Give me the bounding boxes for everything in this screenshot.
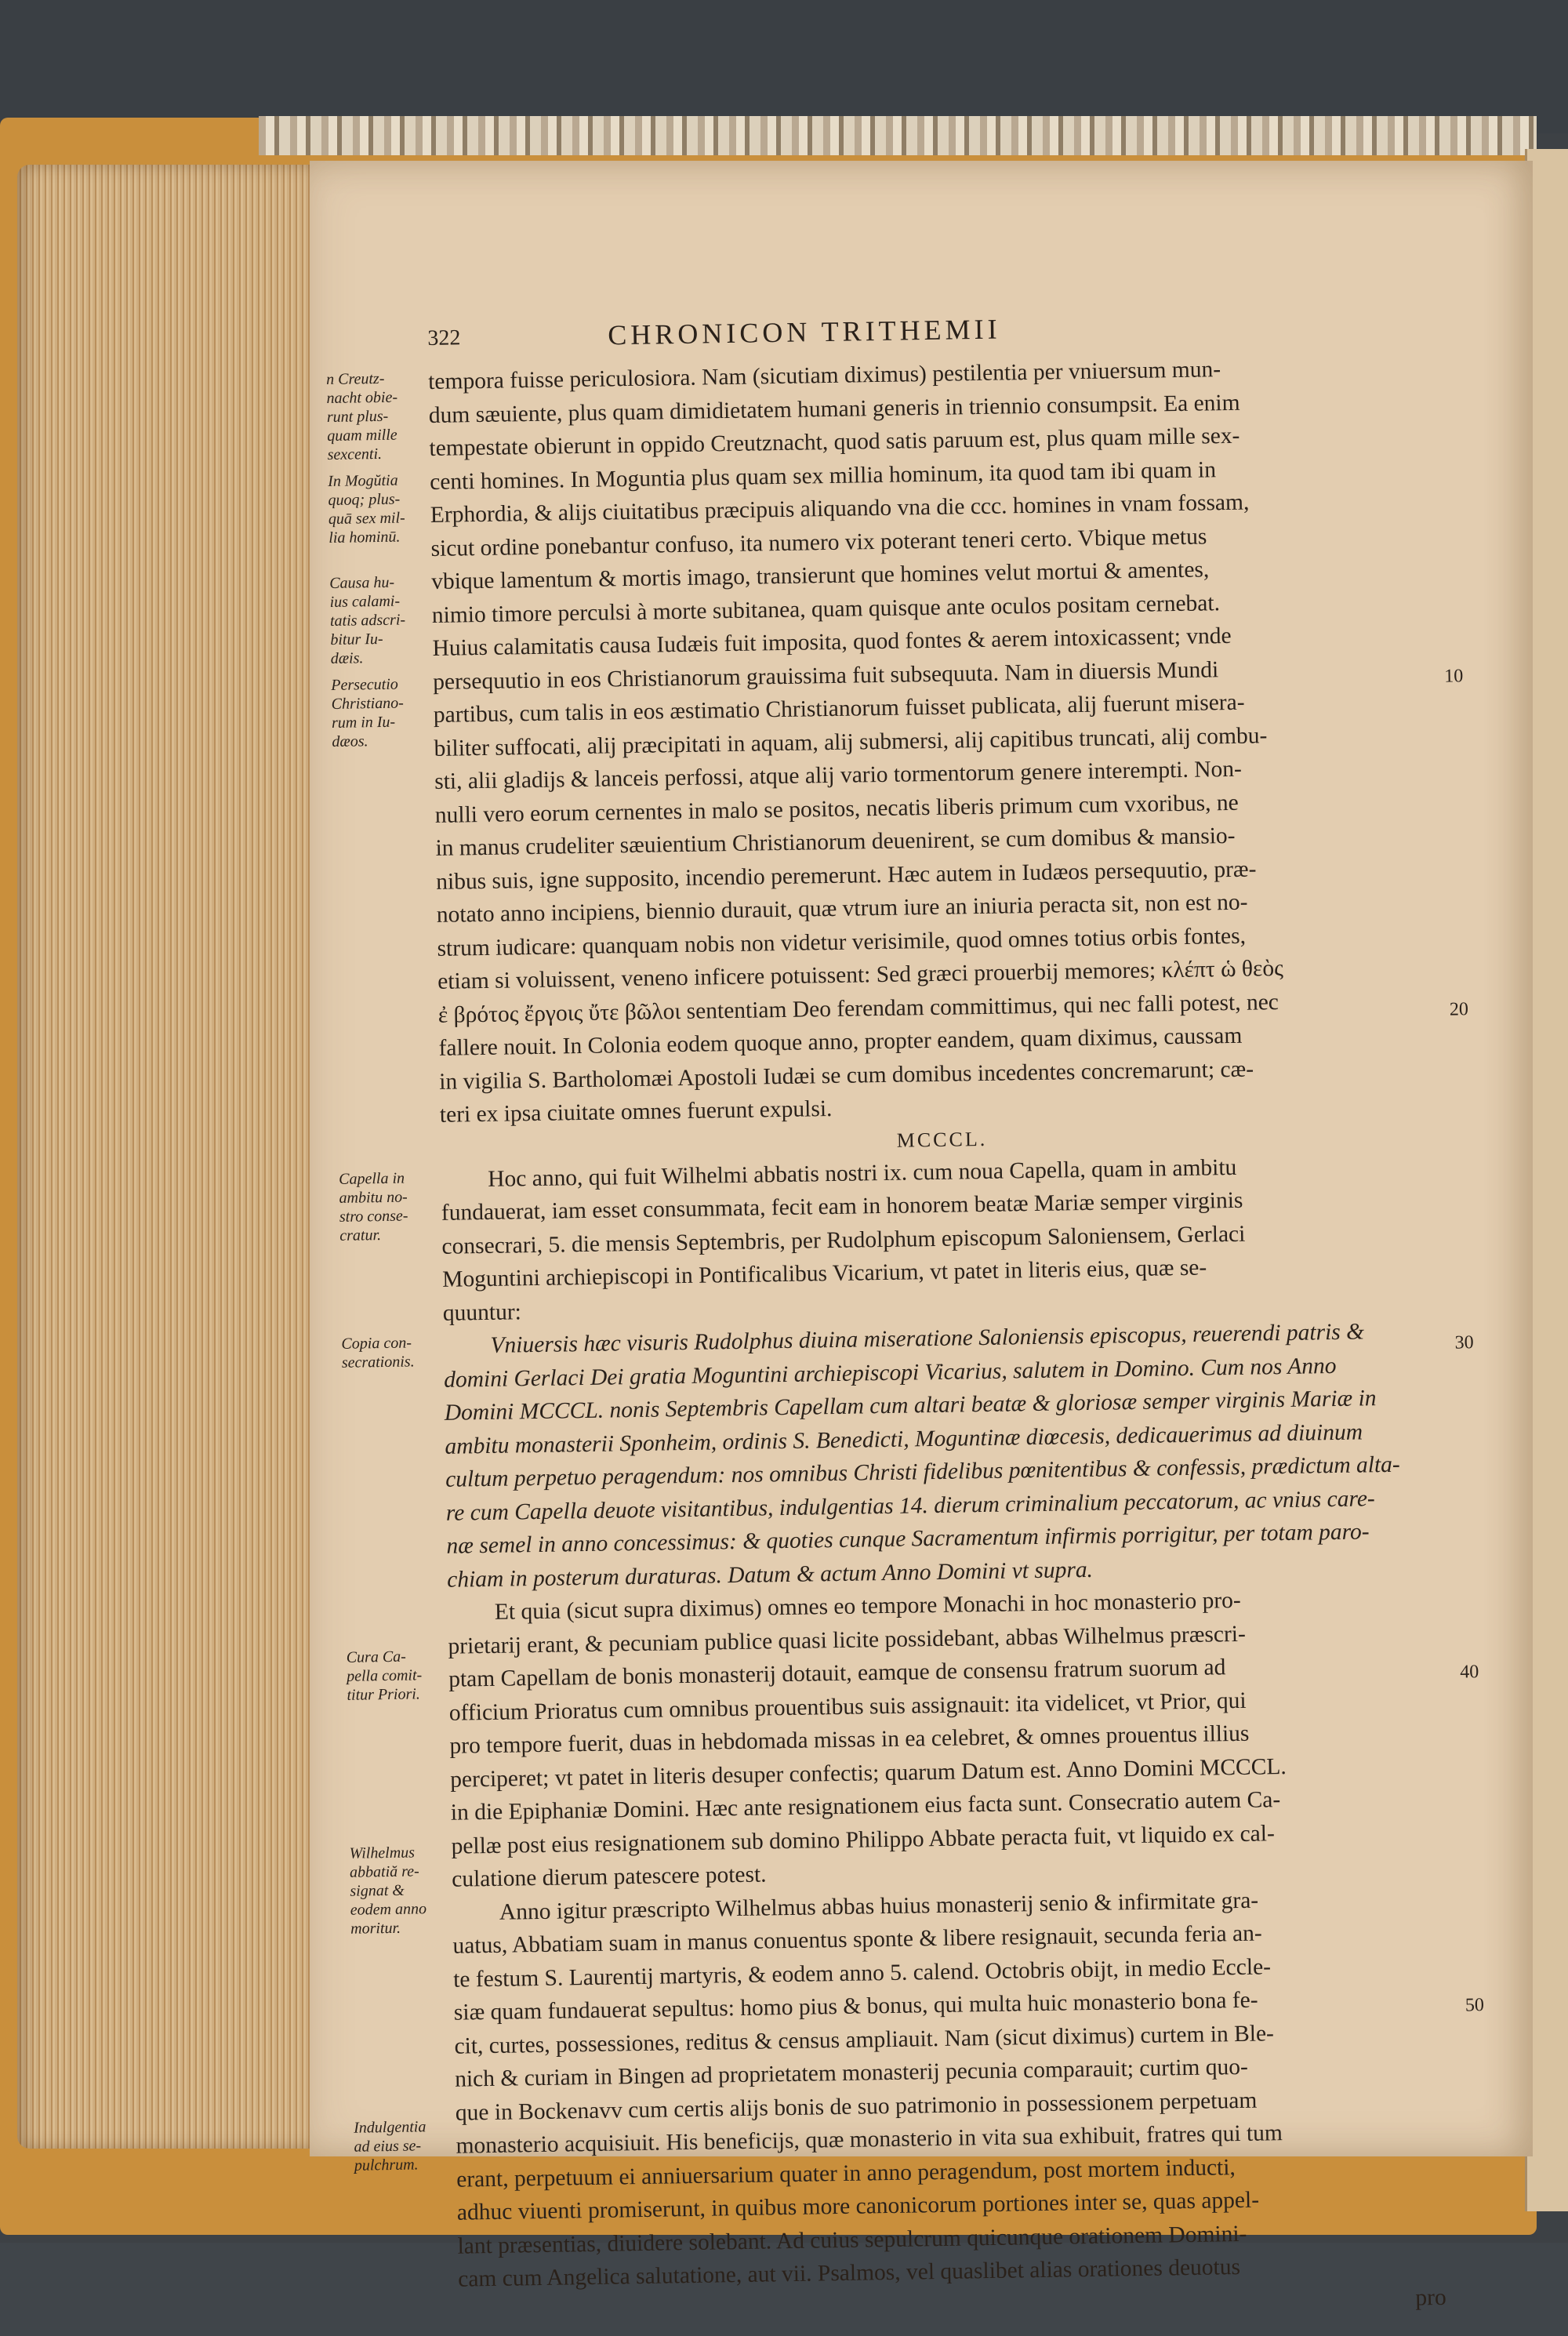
text-line: cultum perpetuo peragendum: nos omnibus Christi fidelibus pœnitentibus & confessis, prædictum alta-	[445, 1451, 1400, 1492]
book-page	[310, 161, 1533, 2311]
text-line: in vigilia S. Bartholomæi Apostoli Iudæi se cum domibus incedentes concremarunt; cæ-	[438, 1056, 1254, 1095]
text-line: Anno igitur præscripto Wilhelmus abbas huius monasterij senio & infirmitate gra-	[499, 1887, 1259, 1925]
text-line: Hoc anno, qui fuit Wilhelmi abbatis nostri ix. cum noua Capella, quam in ambitu	[487, 1154, 1237, 1192]
text-line: officium Prioratus cum omnibus prouentibus suis assignauit: ita videlicet, vt Prior, qui	[448, 1688, 1247, 1726]
text-line: teri ex ipsa ciuitate omnes fuerunt expulsi.	[439, 1096, 833, 1128]
text-line: Et quia (sicut supra diximus) omnes eo tempore Monachi in hoc monasterio pro-	[494, 1587, 1241, 1625]
text-line: que in Bockenavv cum certis alijs bonis de suo patrimonio in possessionem perpetuam	[455, 2087, 1258, 2126]
text-line: Vniuersis hæc visuris Rudolphus diuina miseratione Saloniensis episcopus, reuerendi patris &	[490, 1319, 1365, 1358]
text-line: erant, perpetuum ei anniuersarium quater in anno peragendum, post mortem inducti,	[456, 2154, 1236, 2192]
line-numbers	[1439, 305, 1486, 2016]
marginal-notes	[325, 322, 427, 2174]
marbled-endpaper	[259, 116, 1537, 155]
line-number: 10	[1444, 666, 1464, 687]
text-line: persequutio in eos Christianorum grauissima fuit subsequuta. Nam in diuersis Mundi	[432, 656, 1219, 695]
text-line: vbique lamentum & mortis imago, transierunt que homines velut mortui & amentes,	[430, 557, 1210, 594]
marginal-note: Capella in ambitu no- stro conse- cratur.	[338, 1169, 408, 1244]
text-line: fallere nouit. In Colonia eodem quoque anno, propter eandem, quam diximus, caussam	[438, 1023, 1243, 1061]
page-number: 322	[427, 325, 461, 351]
marginal-note: n Creutz- nacht obie- runt plus- quam mille sexcenti.	[325, 369, 398, 464]
text-line: ambitu monasterii Sponheim, ordinis S. Benedicti, Moguntinæ diœcesis, dedicauerimus ad diuinum	[445, 1419, 1363, 1459]
text-line: monasterio acquisiuit. His beneficijs, quæ monasterio in vita sua exhibuit, fratres qui tum	[456, 2120, 1283, 2159]
paragraph-consecration-letter	[443, 1314, 1450, 1597]
line-number: 40	[1460, 1662, 1479, 1683]
text-line: tempestate obierunt in oppido Creutznacht, quod satis paruum est, plus quam mille sex-	[429, 423, 1240, 461]
text-line: centi homines. In Moguntia plus quam sex millia hominum, ita quod tam ibi quam in	[429, 456, 1217, 495]
text-line: prietarij erant, & pecuniam publice quasi licite possidebant, abbas Wilhelmus præscri-	[448, 1621, 1247, 1659]
text-line: in manus crudeliter sæuientium Christianorum deuenirent, se cum domibus & mansio-	[435, 823, 1236, 861]
text-line: næ semel in anno concessimus: & quoties cunque Sacramentum infirmis porrigitur, per totam paro-	[446, 1519, 1370, 1559]
text-line: nulli vero eorum cernentes in malo se positos, necatis liberis primum cum vxoribus, ne	[434, 790, 1239, 828]
text-line: ἐ βρότος ἔργοις ὔτε βῶλοι sententiam Deo ferendam committimus, qui nec falli potest, nec	[437, 989, 1279, 1028]
text-line: pro tempore fuerit, duas in hebdomada missas in ea celebret, & omnes prouentus illius	[449, 1720, 1250, 1759]
text-line: pellæ post eius resignationem sub domino Philippo Abbate peracta fuit, vt liquido ex cal-	[451, 1820, 1276, 1859]
text-line: strum iudicare: quanquam nobis non videtur verisimile, quod omnes totius orbis fontes,	[437, 923, 1247, 961]
text-line: uatus, Abbatiam suam in manus conuentus sponte & libere resignauit, secunda feria an-	[452, 1920, 1262, 1959]
marginal-note: Causa hu- ius calami- tatis adscri- bitur Iu- dæis.	[329, 573, 406, 667]
text-line: quuntur:	[442, 1299, 522, 1326]
text-line: adhuc viuenti promiserunt, in quibus more canonicorum portiones inter se, quas appel-	[456, 2187, 1260, 2225]
paragraph-resignation	[452, 1880, 1463, 2330]
text-line: Moguntini archiepiscopi in Pontificalibus Vicarium, vt patet in literis eius, quæ se-	[441, 1255, 1207, 1292]
text-line: dum sæuiente, plus quam dimidietatem humani generis in triennio consumpsit. Ea enim	[428, 390, 1240, 428]
text-line: sti, alii gladijs & lanceis perfossi, atque alij vario tormentorum genere interempti. Non-	[434, 756, 1243, 794]
text-line: siæ quam fundauerat sepultus: homo pius & bonus, qui multa huic monasterio bona fe-	[453, 1987, 1258, 2025]
text-line: notato anno incipiens, biennio durauit, quæ vtrum iure an iniuria peracta sit, non est no-	[436, 889, 1248, 928]
text-line: nibus suis, igne supposito, incendio peremerunt. Hæc autem in Iudæos persequutio, præ-	[435, 856, 1257, 895]
paragraph-chapel	[441, 1147, 1446, 1330]
text-line: consecrari, 5. die mensis Septembris, per Rudolphum episcopum Saloniensem, Gerlaci	[441, 1221, 1246, 1259]
line-number: 50	[1465, 1995, 1485, 2016]
paragraph-pestilence	[428, 350, 1443, 1132]
page-content	[325, 306, 1485, 2330]
text-line: Erphordia, & alijs ciuitatibus præcipuis aliquando vna die ccc. homines in vnam fossam,	[430, 489, 1250, 528]
text-line: ptam Capellam de bonis monasterij dotauit, eamque de consensu fratrum suorum ad	[448, 1655, 1226, 1692]
page-block-edge	[17, 165, 315, 2149]
text-line: re cum Capella deuote visitantibus, indulgentias 14. dierum criminalium peccatorum, ac vnius care-	[445, 1485, 1375, 1526]
text-line: lant præsentias, diuidere solebant. Ad cuius sepulcrum quicunque orationem Domini-	[457, 2221, 1247, 2259]
text-line: in die Epiphaniæ Domini. Hæc ante resignationem eius facta sunt. Consecratio autem Ca-	[450, 1787, 1281, 1826]
catchword: pro	[1415, 2284, 1446, 2311]
marginal-note: Copia con- secrationis.	[341, 1334, 415, 1371]
marginal-note: Indulgentia ad eius se- pulchrum.	[354, 2118, 426, 2174]
backdrop-top	[0, 0, 1568, 133]
paragraph-prior	[448, 1581, 1456, 1897]
marginal-note: Wilhelmus abbatiă re- signat & eodem anno moritur.	[349, 1844, 427, 1938]
year-heading: MCCCL.	[896, 1127, 988, 1152]
text-line: te festum S. Laurentij martyris, & eodem anno 5. calend. Octobris obijt, in medio Eccle-	[452, 1953, 1272, 1993]
text-line: cit, curtes, possessiones, reditus & census ampliauit. Nam (sicut diximus) curtem in Ble-	[454, 2020, 1275, 2059]
marginal-note: Cura Ca- pella comit- titur Priori.	[346, 1648, 423, 1704]
marginal-note: Persecutio Christiano- rum in Iu- dæos.	[331, 675, 405, 750]
text-line: tempora fuisse periculosiora. Nam (sicutiam diximus) pestilentia per vniuersum mun-	[427, 357, 1221, 394]
text-line: partibus, cum talis in eos æstimatio Christianorum fuisset publicata, alij fuerunt misera-	[433, 689, 1245, 728]
text-line: sicut ordine ponebantur confuso, ita numero vix poterant teneri certo. Vbique metus	[430, 523, 1207, 561]
text-line: chiam in posterum duraturas. Datum & actum Anno Domini vt supra.	[446, 1557, 1094, 1593]
text-line: nimio timore perculsi à morte subitanea, quam quisque ante oculos positam cernebat.	[431, 590, 1221, 628]
page-title: CHRONICON TRITHEMII	[607, 313, 1001, 351]
text-line: perciperet; vt patet in literis desuper confectis; quarum Datum est. Anno Domini MCCCL.	[449, 1753, 1287, 1793]
line-number: 30	[1454, 1332, 1474, 1353]
text-line: Huius calamitatis causa Iudæis fuit imposita, quod fontes & aerem intoxicassent; vnde	[432, 623, 1232, 661]
text-line: fundauerat, iam esset consummata, fecit eam in honorem beatæ Mariæ semper virginis	[441, 1187, 1243, 1226]
text-line: cam cum Angelica salutatione, aut vii. Psalmos, vel quaslibet alias orationes deuotus	[457, 2254, 1241, 2292]
text-line: biliter suffocati, alij præcipitati in aquam, alij submersi, alij capitibus truncati, alij combu-	[434, 722, 1268, 761]
text-line: culatione dierum patescere potest.	[451, 1862, 767, 1892]
text-line: etiam si voluissent, veneno inficere potuissent: Sed græci prouerbij memores; κλέπτ ὡ θεὸς	[437, 955, 1284, 994]
text-line: domini Gerlaci Dei gratia Moguntini archiepiscopi Vicarius, salutem in Domino. Cum nos Anno	[443, 1353, 1337, 1393]
text-line: Domini MCCCL. nonis Septembris Capellam cum altari beatæ & gloriosæ semper virginis Mariæ in	[444, 1386, 1377, 1426]
line-number: 20	[1449, 999, 1469, 1020]
marginal-note: In Mogŭtia quoq; plus- quā sex mil- lia hominū.	[328, 471, 405, 547]
text-line: nich & curiam in Bingen ad proprietatem monasterij pecunia comparauit; curtim quo-	[454, 2054, 1249, 2092]
